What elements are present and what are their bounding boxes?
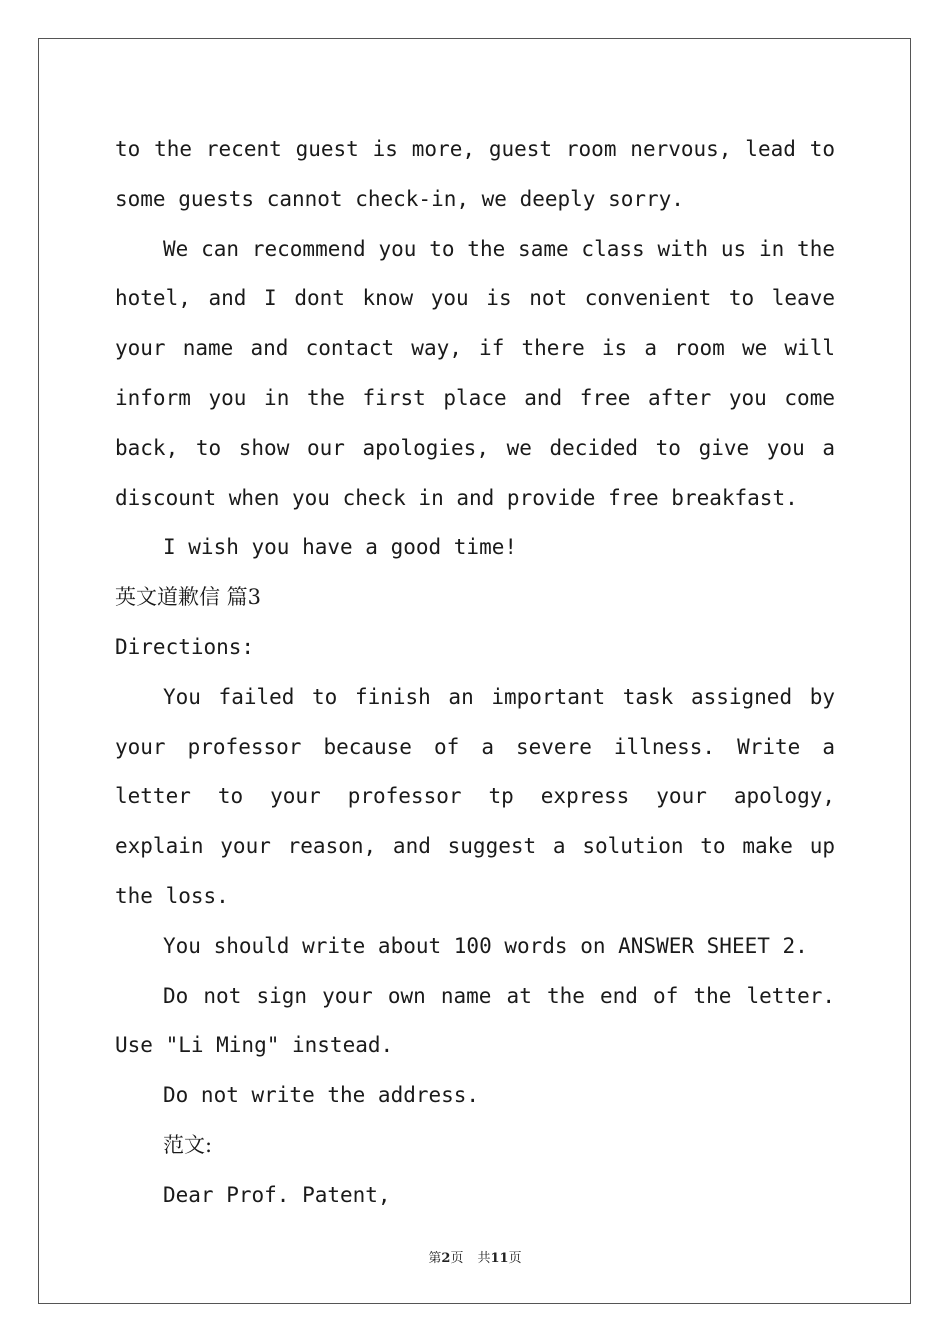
paragraph-word-count: You should write about 100 words on ANSWER SHEET 2. [163, 933, 808, 958]
paragraph-continuation: to the recent guest is more, guest room nervous, lead to some guests cannot check-in, we deeply sorry. [115, 137, 835, 211]
paragraph-task-description: You failed to finish an important task assigned by your professor because of a severe illness. Write a letter to your professor tp express your apology, explain your reason, and suggest a solution to make up the loss. [115, 684, 835, 908]
total-pages: 11 [490, 1251, 509, 1266]
page-prefix: 第 [428, 1251, 442, 1266]
page-number: 2 [441, 1251, 451, 1266]
section-heading: 英文道歉信 篇3 [115, 585, 262, 610]
page-footer [0, 1247, 950, 1266]
total-suffix: 页 [508, 1251, 522, 1266]
paragraph-signature-instruction: Do not sign your own name at the end of the letter. Use "Li Ming" instead. [115, 983, 835, 1058]
directions-label: Directions: [115, 634, 255, 659]
sample-label: 范文: [163, 1132, 213, 1157]
total-prefix: 共 [477, 1251, 491, 1266]
paragraph-recommendation: We can recommend you to the same class with us in the hotel, and I dont know you is not convenient to leave your name and contact way, if there is a room we will inform you in the first place and free after you come back, to show our apologies, we decided to give you a discount when you check in and provide free breakfast. [115, 236, 835, 510]
page-suffix: 页 [450, 1251, 464, 1266]
paragraph-address-instruction: Do not write the address. [163, 1083, 480, 1108]
document-body [115, 125, 835, 1221]
letter-salutation: Dear Prof. Patent, [163, 1182, 391, 1207]
paragraph-closing-wish: I wish you have a good time! [163, 535, 518, 560]
